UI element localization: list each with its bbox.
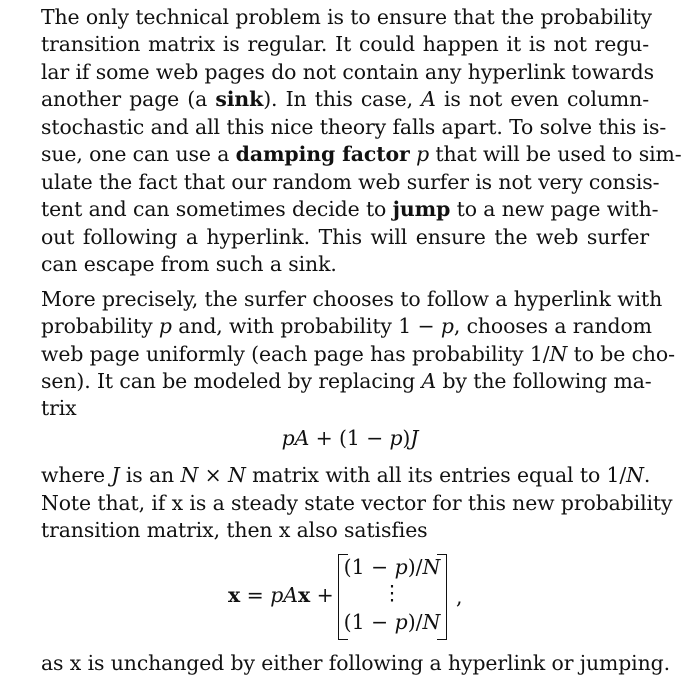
right-bracket [437, 554, 447, 640]
math-N: N [227, 463, 246, 487]
math-J: J [111, 463, 120, 487]
term-sink: sink [215, 87, 264, 111]
paragraph-2-line-4: sen). It can be modeled by replacing A by the following ma- [41, 369, 652, 393]
math-p: p [416, 142, 430, 166]
vector-entry-bottom: (1 − p)/N [343, 610, 441, 634]
paragraph-3-line-1: where J is an N × N matrix with all its entries equal to 1/N. [41, 463, 651, 487]
paragraph-1-line-3: lar if some web pages do not contain any hyperlink towards [41, 60, 654, 84]
paragraph-3-line-3: transition matrix, then x also satisfies [41, 518, 428, 542]
math-p: p [440, 314, 454, 338]
vector-vdots: ⋮ [381, 581, 403, 605]
math-N: N [626, 463, 644, 487]
equation-steady-state [0, 552, 700, 642]
paragraph-3-line-2: Note that, if x is a steady state vector for this new probability [41, 491, 673, 515]
paragraph-2-line-5: trix [41, 396, 77, 420]
paragraph-1-line-5: stochastic and all this nice theory falls apart. To solve this is- [41, 115, 667, 139]
math-A: A [421, 87, 436, 111]
equation-lhs: x = pAx + [228, 583, 334, 607]
math-N: N [549, 342, 568, 366]
math-N: N [180, 463, 199, 487]
paragraph-1-line-7: ulate the fact that our random web surfer is not very consis- [41, 170, 660, 194]
paragraph-1-line-10: can escape from such a sink. [41, 252, 337, 276]
paragraph-1-line-9: out following a hyperlink. This will ensure the web surfer [41, 225, 649, 249]
paragraph-1-line-6: sue, one can use a damping factor p that will be used to sim- [41, 142, 682, 166]
equation-damped-matrix: pA + (1 − p)J [281, 426, 419, 450]
math-A: A [421, 369, 437, 393]
term-damping-factor: damping factor [235, 142, 410, 166]
paragraph-1-line-2: transition matrix is regular. It could happen it is not regu- [41, 32, 649, 56]
equation-comma: , [456, 585, 463, 609]
paragraph-1-line-8: tent and can sometimes decide to jump to a new page with- [41, 197, 659, 221]
paragraph-2-line-1: More precisely, the surfer chooses to follow a hyperlink with [41, 287, 663, 311]
paragraph-1-line-4: another page (a sink). In this case, A is not even column- [41, 87, 649, 111]
paragraph-2-line-3: web page uniformly (each page has probability 1/N to be cho- [41, 342, 675, 366]
term-jump: jump [392, 197, 451, 221]
paragraph-1-line-1: The only technical problem is to ensure that the probability [41, 5, 652, 29]
math-p: p [158, 314, 172, 338]
paragraph-2-line-2: probability p and, with probability 1 − p, chooses a random [41, 314, 652, 338]
vector-entry-top: (1 − p)/N [343, 555, 441, 579]
paragraph-4-line-1: as x is unchanged by either following a hyperlink or jumping. [41, 651, 670, 675]
